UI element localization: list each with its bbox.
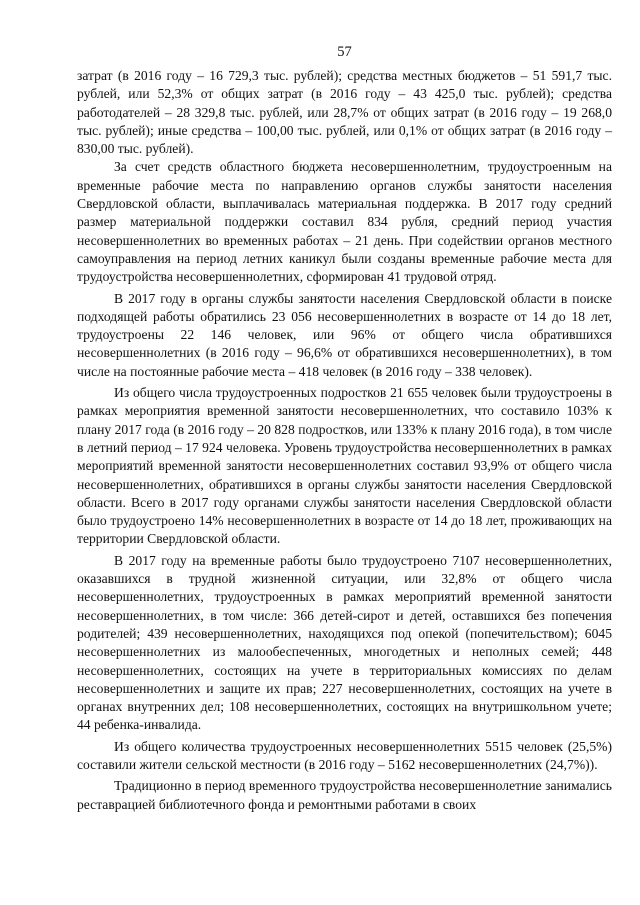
paragraph-rural-residents: Из общего количества трудоустроенных несовершеннолетних 5515 человек (25,5%) составили жители сельской местности (в 2016 году – 5162 несовершеннолетних (24,7%)). bbox=[77, 738, 612, 772]
paragraph-job-seekers: В 2017 году в органы службы занятости населения Свердловской области в поиске подходящей работы обратились 23 056 несовершеннолетних в возрасте от 14 до 18 лет, трудоустроены 22 146 человек, или 96% от общего числа обратившихся несовершеннолетних (в 2016 году – 96,6% от обратившихся несовершеннолетних), в том числе на постоянные рабочие места – 418 человек (в 2016 году – 338 человек). bbox=[77, 290, 612, 379]
paragraph-difficult-situation: В 2017 году на временные работы было трудоустроено 7107 несовершеннолетних, оказавшихся в трудной жизненной ситуации, или 32,8% от общего числа несовершеннолетних, трудоустроенных в рамках мероприятий временной занятости несовершеннолетних, в том числе: 366 детей-сирот и детей, оставшихся без попечения родителей; 439 несовершеннолетних, находящихся под опекой (попечительством); 6045 несовершеннолетних из малообеспеченных, многодетных и неполных семей; 448 несовершеннолетних, состоящих на учете в территориальных комиссиях по делам несовершеннолетних и защите их прав; 227 несовершеннолетних, состоящих на учете в органах внутренних дел; 108 несовершеннолетних, состоящих на внутришкольном учете; 44 ребенка-инвалида. bbox=[77, 552, 612, 733]
paragraph-temporary-employment: Из общего числа трудоустроенных подростков 21 655 человек были трудоустроены в рамках мероприятия временной занятости несовершеннолетних, что составило 103% к плану 2017 года (в 2016 году – 20 828 подростков, или 133% к плану 2016 года), в том числе в летний период – 17 924 человека. Уровень трудоустройства несовершеннолетних в рамках мероприятий временной занятости несовершеннолетних составил 93,9% от общего числа несовершеннолетних, обратившихся в органы службы занятости населения Свердловской области. Всего в 2017 году органами службы занятости населения Свердловской области было трудоустроено 14% несовершеннолетних в возрасте от 14 до 18 лет, проживающих на территории Свердловской области. bbox=[77, 385, 612, 547]
paragraph-funding-sources: затрат (в 2016 году – 16 729,3 тыс. рублей); средства местных бюджетов – 51 591,7 тыс. рублей, или 52,3% от общих затрат (в 2016 году – 43 425,0 тыс. рублей); средства работодателей – 28 329,8 тыс. рублей, или 28,7% от общих затрат (в 2016 году – 19 268,0 тыс. рублей); иные средства – 100,00 тыс. рублей, или 0,1% от общих затрат (в 2016 году – 830,00 тыс. рублей). bbox=[77, 68, 612, 157]
page-number: 57 bbox=[337, 44, 352, 60]
paragraph-library-repair: Традиционно в период временного трудоустройства несовершеннолетние занимались реставрацией библиотечного фонда и ремонтными работами в своих bbox=[77, 778, 612, 812]
paragraph-material-support: За счет средств областного бюджета несовершеннолетним, трудоустроенным на временные рабочие места по направлению органов службы занятости населения Свердловской области, выплачивалась материальная поддержка. В 2017 году средний размер материальной поддержки составил 834 рубля, средний период участия несовершеннолетних во временных работах – 21 день. При содействии органов местного самоуправления на период летних каникул были созданы временные рабочие места для трудоустройства несовершеннолетних, сформирован 41 трудовой отряд. bbox=[77, 159, 612, 285]
